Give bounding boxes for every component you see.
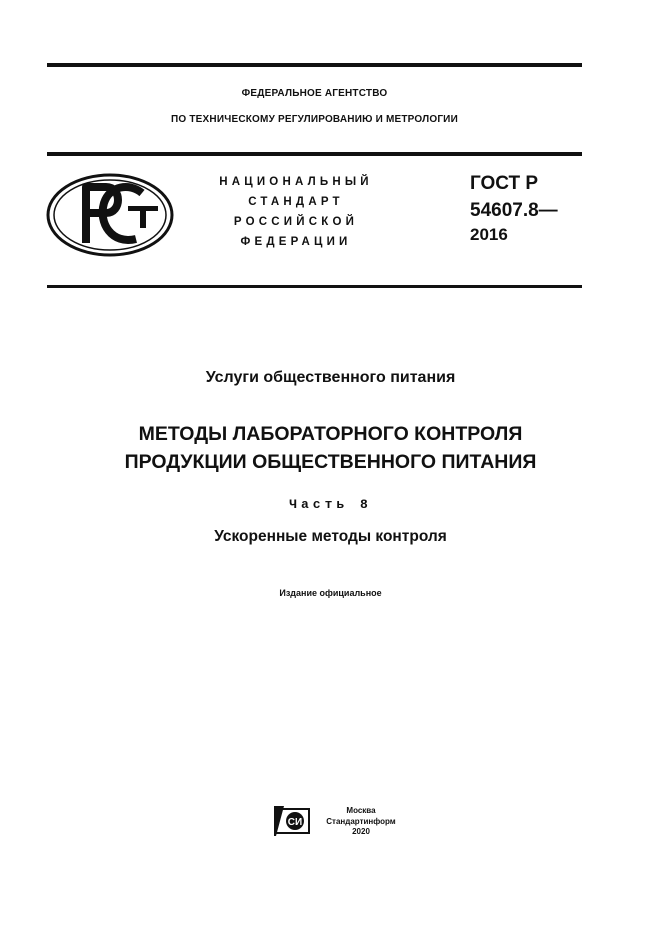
standard-type-line2: СТАНДАРТ: [248, 196, 344, 208]
standard-type-line4: ФЕДЕРАЦИИ: [240, 236, 352, 248]
standard-type-line1: НАЦИОНАЛЬНЫЙ: [219, 176, 373, 188]
agency-name-line2: ПО ТЕХНИЧЕСКОМУ РЕГУЛИРОВАНИЮ И МЕТРОЛОГИИ: [171, 114, 458, 125]
edition-note: Издание официальное: [279, 588, 382, 598]
standard-type-block: [206, 172, 386, 252]
document-title: [0, 420, 661, 476]
header-divider: [47, 152, 582, 156]
standartinform-logo-mark: СИ: [287, 817, 303, 828]
document-part-title: Ускоренные методы контроля: [214, 528, 447, 545]
document-part: Часть 8: [289, 497, 372, 512]
designation-number: 54607.8—: [470, 200, 558, 221]
top-divider: [47, 63, 582, 67]
publisher-year: 2020: [352, 827, 370, 836]
agency-name-line1: ФЕДЕРАЛЬНОЕ АГЕНТСТВО: [241, 88, 388, 99]
standartinform-logo-icon: [274, 806, 312, 836]
standard-type-line3: РОССИЙСКОЙ: [233, 216, 359, 228]
rst-certification-mark-icon: [46, 173, 174, 257]
document-subject: Услуги общественного питания: [205, 369, 456, 386]
publisher-city: Москва: [346, 806, 376, 815]
publisher-name: Стандартинформ: [326, 816, 396, 826]
document-title-line1: МЕТОДЫ ЛАБОРАТОРНОГО КОНТРОЛЯ: [138, 423, 523, 445]
document-title-line2: ПРОДУКЦИИ ОБЩЕСТВЕННОГО ПИТАНИЯ: [124, 451, 537, 473]
designation-prefix: ГОСТ Р: [470, 173, 539, 194]
designation-year: 2016: [470, 225, 508, 244]
publisher-block: [318, 806, 404, 838]
bottom-divider: [47, 285, 582, 288]
standard-designation: [470, 170, 558, 246]
